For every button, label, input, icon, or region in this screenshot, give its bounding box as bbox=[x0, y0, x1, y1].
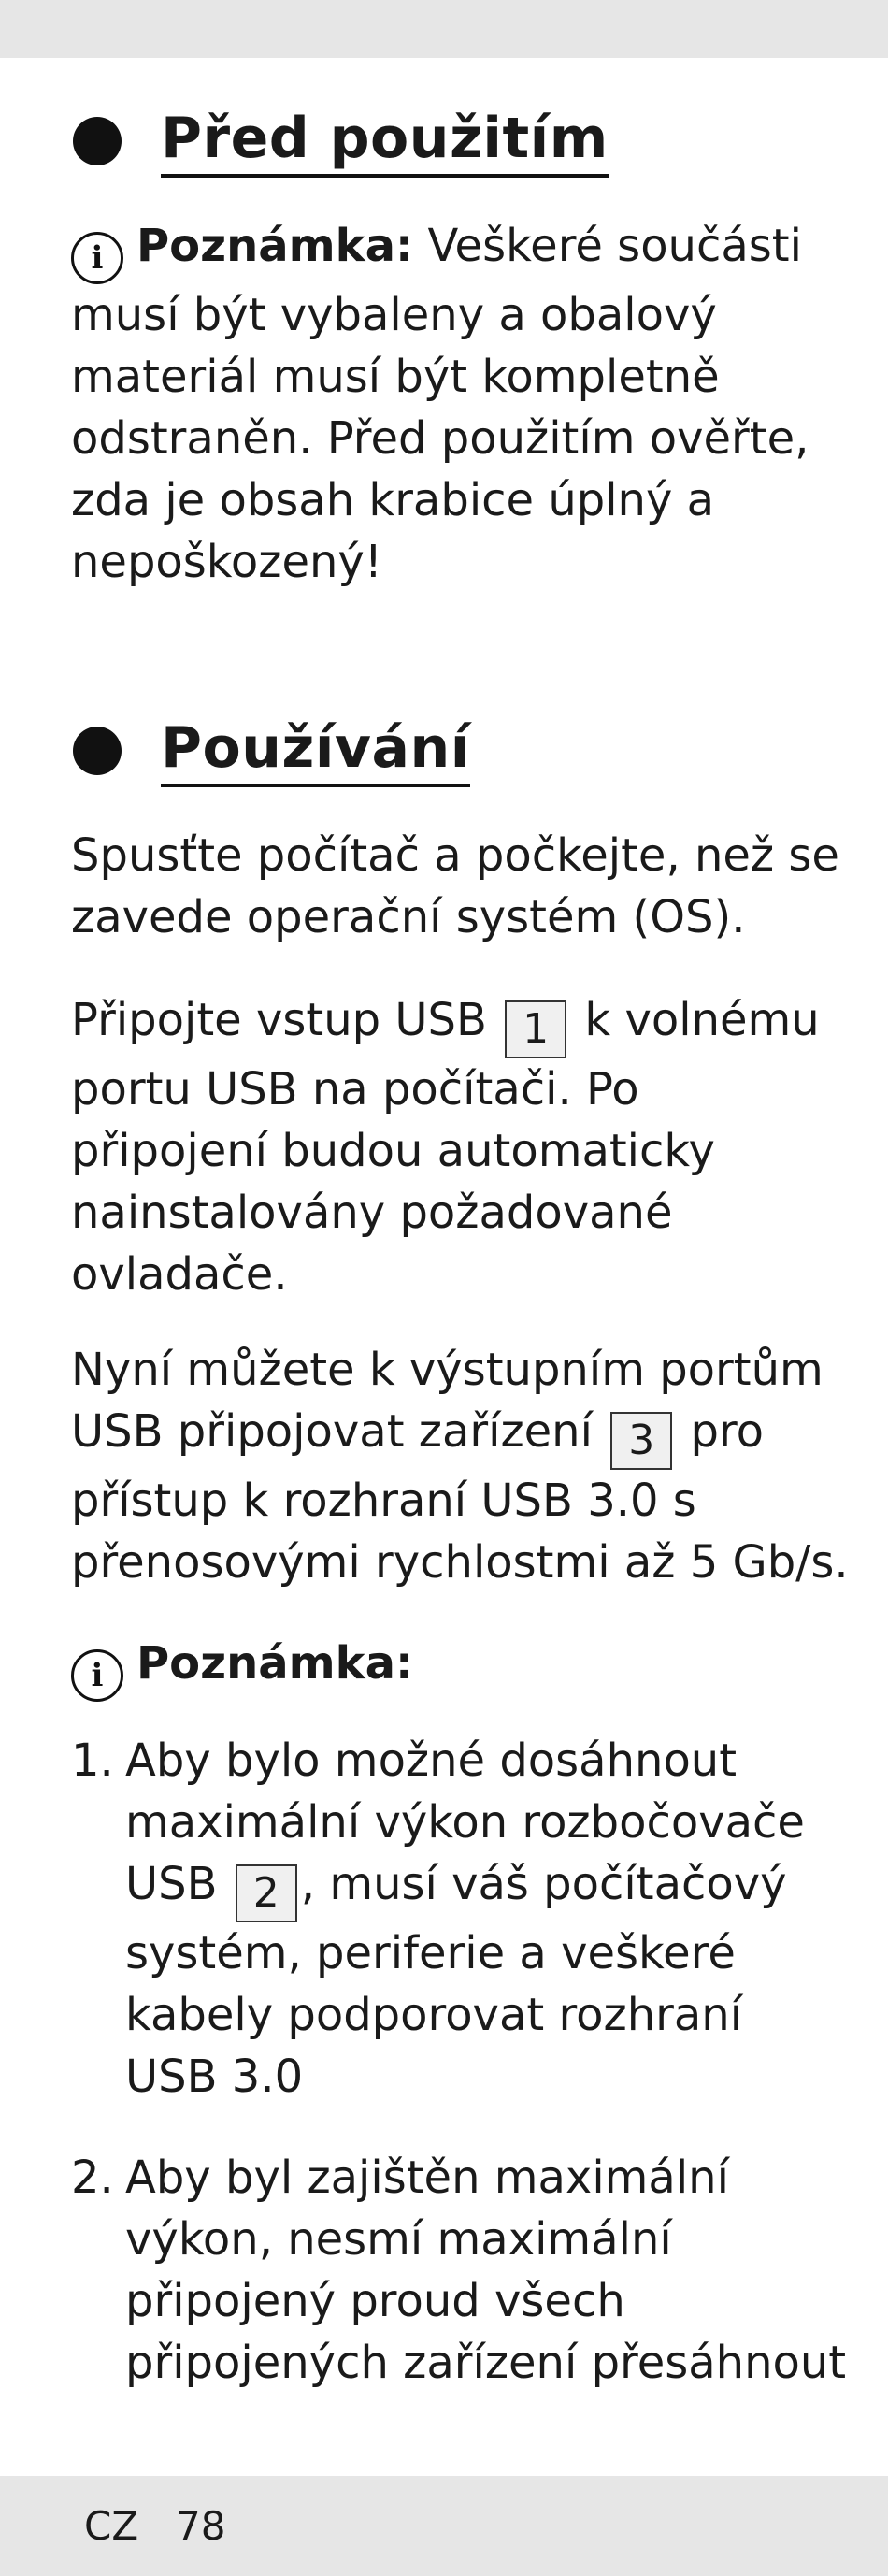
footer-language-code: CZ bbox=[84, 2503, 139, 2549]
part-reference-1: 1 bbox=[505, 1000, 566, 1058]
bullet-icon bbox=[73, 727, 122, 775]
paragraph-line: Nyní můžete k výstupním portům bbox=[71, 1344, 824, 1396]
list-line: připojených zařízení přesáhnout bbox=[125, 2337, 847, 2389]
usage-paragraph-connect bbox=[71, 989, 838, 1305]
note-label: Poznámka: bbox=[136, 220, 414, 272]
paragraph-line: přenosovými rychlostmi až 5 Gb/s. bbox=[71, 1536, 849, 1589]
paragraph-text: pro bbox=[690, 1405, 764, 1458]
paragraph-line: ovladače. bbox=[71, 1248, 288, 1301]
paragraph-line: Spusťte počítač a počkejte, než se bbox=[71, 829, 839, 882]
section-title: Před použitím bbox=[161, 105, 609, 178]
footer-page-number: 78 bbox=[176, 2503, 226, 2549]
part-reference-3: 3 bbox=[610, 1412, 672, 1470]
note-line: nepoškozený! bbox=[71, 536, 383, 588]
paragraph-text: k volnému bbox=[584, 994, 820, 1046]
note-line: zda je obsah krabice úplný a bbox=[71, 474, 715, 526]
paragraph-line: portu USB na počítači. Po bbox=[71, 1063, 639, 1115]
section-title: Používání bbox=[161, 714, 470, 787]
paragraph-line bbox=[71, 1401, 838, 1470]
list-line: Aby bylo možné dosáhnout bbox=[125, 1734, 738, 1787]
note-before-use bbox=[71, 215, 838, 593]
bullet-icon bbox=[73, 117, 122, 165]
list-text: , musí váš počítačový bbox=[300, 1858, 787, 1910]
note-line: materiál musí být kompletně bbox=[71, 351, 720, 403]
paragraph-text: Připojte vstup USB bbox=[71, 994, 487, 1046]
list-number: 1. bbox=[71, 1734, 114, 1787]
list-item bbox=[71, 1730, 847, 2108]
list-number: 2. bbox=[71, 2151, 114, 2204]
note-usage bbox=[71, 1633, 838, 1702]
part-reference-2: 2 bbox=[236, 1864, 297, 1922]
info-icon: i bbox=[71, 1649, 123, 1702]
paragraph-line: přístup k rozhraní USB 3.0 s bbox=[71, 1475, 696, 1527]
paragraph-line: zavede operační systém (OS). bbox=[71, 891, 746, 943]
info-icon: i bbox=[71, 232, 123, 284]
paragraph-line: nainstalovány požadované bbox=[71, 1187, 673, 1239]
list-line: systém, periferie a veškeré bbox=[125, 1927, 736, 1979]
list-line: USB 3.0 bbox=[125, 2051, 304, 2103]
note-text: Veškeré součásti bbox=[413, 220, 802, 272]
section-heading-usage bbox=[73, 709, 470, 793]
list-line: výkon, nesmí maximální bbox=[125, 2213, 672, 2266]
list-item bbox=[71, 2147, 847, 2394]
list-text: USB bbox=[125, 1858, 218, 1910]
paragraph-text: USB připojovat zařízení bbox=[71, 1405, 593, 1458]
list-line: maximální výkon rozbočovače bbox=[125, 1796, 805, 1849]
note-line: musí být vybaleny a obalový bbox=[71, 289, 717, 341]
note-numbered-list bbox=[71, 1730, 847, 2394]
list-line: kabely podporovat rozhraní bbox=[125, 1989, 743, 2041]
paragraph-line bbox=[71, 989, 838, 1058]
section-heading-before-use bbox=[73, 99, 609, 183]
usage-paragraph-start-pc bbox=[71, 825, 838, 948]
paragraph-line: připojení budou automaticky bbox=[71, 1125, 715, 1177]
note-label: Poznámka: bbox=[136, 1637, 414, 1690]
list-line: Aby byl zajištěn maximální bbox=[125, 2151, 729, 2204]
list-line: připojený proud všech bbox=[125, 2275, 625, 2327]
list-line bbox=[125, 1853, 847, 1922]
note-first-line bbox=[71, 1633, 838, 1702]
note-line: odstraněn. Před použitím ověřte, bbox=[71, 412, 809, 465]
top-margin-band bbox=[0, 0, 888, 58]
note-first-line bbox=[71, 215, 838, 284]
usage-paragraph-devices bbox=[71, 1339, 849, 1593]
